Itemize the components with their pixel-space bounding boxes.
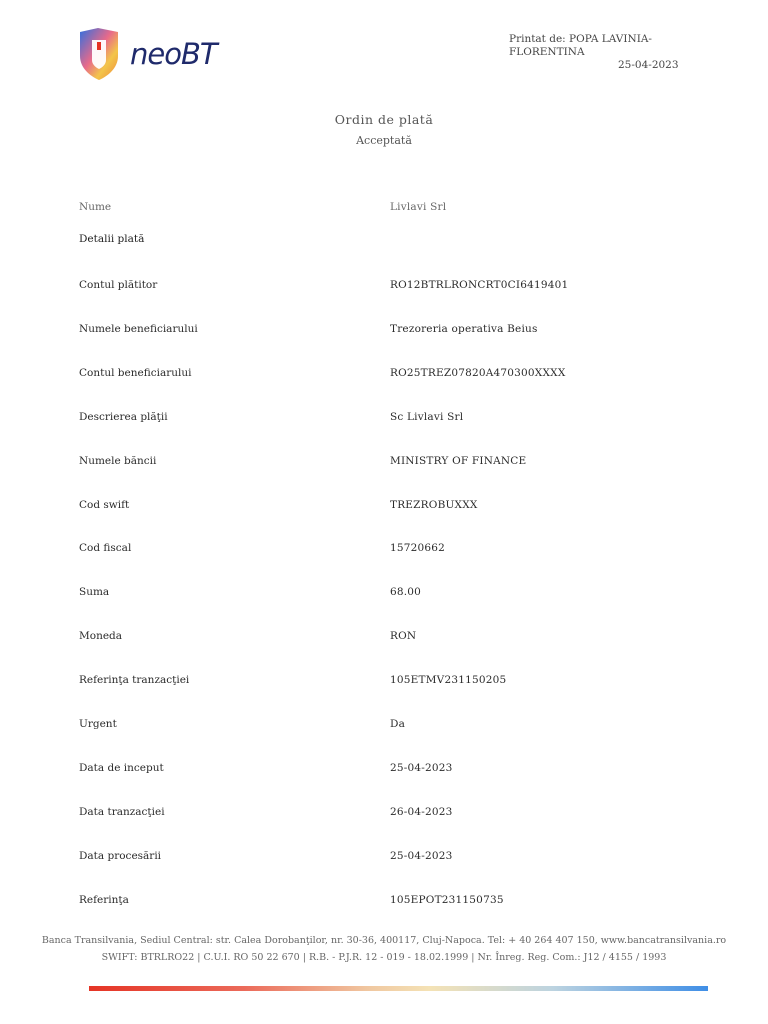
detail-label: Urgent [79, 718, 117, 730]
detail-value: 26-04-2023 [390, 806, 453, 818]
name-value: Livlavi Srl [390, 201, 447, 213]
detail-value: 15720662 [390, 542, 446, 554]
document-title: Ordin de plată [334, 112, 434, 127]
detail-value: 25-04-2023 [390, 762, 453, 774]
name-label: Nume [79, 201, 112, 213]
detail-value: 105ETMV231150205 [390, 674, 507, 686]
neobt-logo [78, 26, 238, 82]
detail-value: 105EPOT231150735 [390, 894, 504, 906]
detail-value: 25-04-2023 [390, 850, 453, 862]
detail-value: RO12BTRLRONCRT0CI6419401 [390, 279, 569, 291]
detail-label: Referinţa tranzacţiei [79, 674, 190, 686]
printed-by: Printat de: POPA LAVINIA-FLORENTINA [509, 33, 652, 58]
detail-label: Data tranzacţiei [79, 806, 165, 818]
detail-value: Trezoreria operativa Beius [390, 323, 538, 335]
detail-value: RO25TREZ07820A470300XXXX [390, 367, 566, 379]
detail-value: Sc Livlavi Srl [390, 411, 464, 423]
detail-label: Cod swift [79, 499, 130, 511]
detail-label: Descrierea plăţii [79, 411, 168, 423]
detail-label: Contul beneficiarului [79, 367, 192, 379]
print-date: 25-04-2023 [618, 59, 679, 71]
detail-label: Numele beneficiarului [79, 323, 198, 335]
detail-value: Da [390, 718, 406, 730]
detail-label: Cod fiscal [79, 542, 132, 554]
detail-label: Numele băncii [79, 455, 157, 467]
detail-label: Referinţa [79, 894, 129, 906]
detail-value: MINISTRY OF FINANCE [390, 455, 527, 467]
detail-label: Data procesării [79, 850, 162, 862]
detail-value: 68.00 [390, 586, 422, 598]
document-status: Acceptată [356, 134, 412, 147]
footer-registration: SWIFT: BTRLRO22 | C.U.I. RO 50 22 670 | R.B. - P.J.R. 12 - 019 - 18.02.1999 | Nr. Înreg. Reg. Com.: J12 / 4155 / 1993 [101, 952, 667, 963]
logo-wordmark: neoBT [130, 37, 217, 71]
footer-gradient-bar [89, 986, 708, 991]
detail-value: TREZROBUXXX [390, 499, 478, 511]
detail-label: Data de inceput [79, 762, 164, 774]
detail-label: Contul plătitor [79, 279, 158, 291]
section-title: Detalii plată [79, 233, 145, 245]
detail-value: RON [390, 630, 417, 642]
footer-address: Banca Transilvania, Sediul Central: str. Calea Dorobanţilor, nr. 30-36, 400117, Cluj-Napoca. Tel: + 40 264 407 150, www.bancatransilvania.ro [41, 935, 727, 946]
print-info [509, 33, 709, 71]
detail-label: Moneda [79, 630, 123, 642]
detail-label: Suma [79, 586, 110, 598]
